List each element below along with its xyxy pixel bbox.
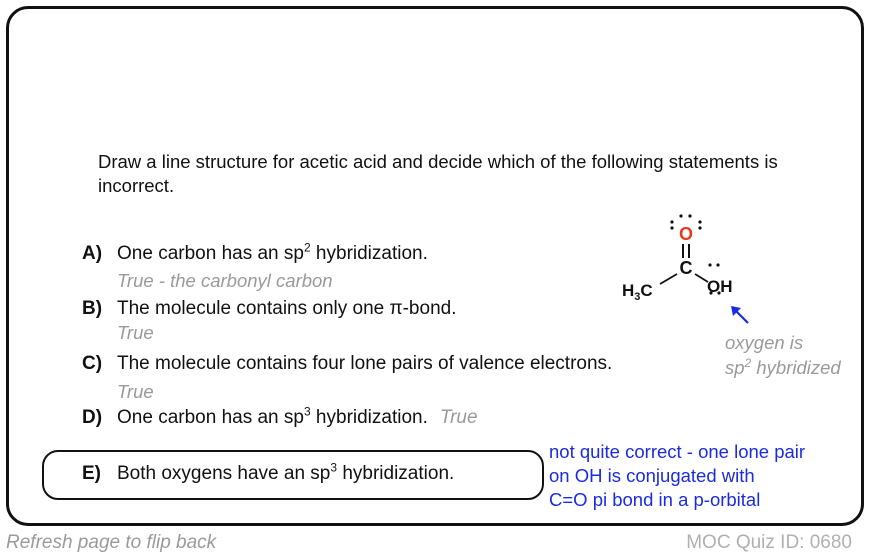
acetic-acid-structure (610, 210, 770, 310)
comment-line: C=O pi bond in a p-orbital (549, 489, 761, 510)
option-c-note: True (117, 381, 154, 402)
methyl-group: $H_3C$ (622, 281, 653, 303)
option-e (82, 460, 455, 485)
option-superscript: 3 (330, 460, 338, 475)
question-text: Draw a line structure for acetic acid and decide which of the following statements is incorrect. (98, 151, 778, 196)
hydroxyl-group: OH (707, 277, 733, 296)
carbonyl-oxygen: O (678, 224, 694, 244)
option-text: The molecule contains only one π-bond. (117, 298, 457, 319)
option-d (82, 404, 478, 429)
option-letter: D) (82, 407, 103, 428)
option-superscript: 2 (303, 240, 311, 255)
comment-line: on OH is conjugated with (549, 465, 755, 486)
refresh-hint: Refresh page to flip back (6, 532, 217, 553)
option-text-pre: One carbon has an sp (117, 243, 304, 264)
oxygen-hybridization-note (725, 330, 841, 380)
option-text-post: hybridization. (310, 243, 428, 264)
option-e-comment (549, 440, 869, 512)
note-line: oxygen is (725, 332, 804, 353)
option-a-note: True - the carbonyl carbon (117, 270, 333, 291)
option-d-note: True (439, 407, 478, 428)
option-superscript: 3 (303, 404, 311, 419)
option-letter: C) (82, 353, 103, 374)
option-text-post: hybridization. (337, 463, 455, 484)
single-bond-line (660, 274, 677, 284)
option-letter: A) (82, 243, 103, 264)
option-b (82, 298, 456, 320)
option-c (82, 353, 612, 375)
option-a (82, 240, 428, 265)
arrow-icon (728, 303, 752, 327)
comment-line: not quite correct - one lone pair (549, 441, 806, 462)
quiz-id-label: MOC Quiz ID: 0680 (686, 532, 852, 553)
option-text: The molecule contains four lone pairs of valence electrons. (117, 353, 613, 374)
note-line: $sp^2$ hybridized (725, 355, 841, 378)
carbonyl-carbon: C (679, 258, 693, 278)
option-b-note: True (117, 322, 154, 343)
option-text-post: hybridization. (310, 407, 428, 428)
option-letter: E) (82, 463, 101, 484)
option-letter: B) (82, 298, 103, 319)
option-text-pre: Both oxygens have an sp (117, 463, 331, 484)
option-text-pre: One carbon has an sp (117, 407, 304, 428)
